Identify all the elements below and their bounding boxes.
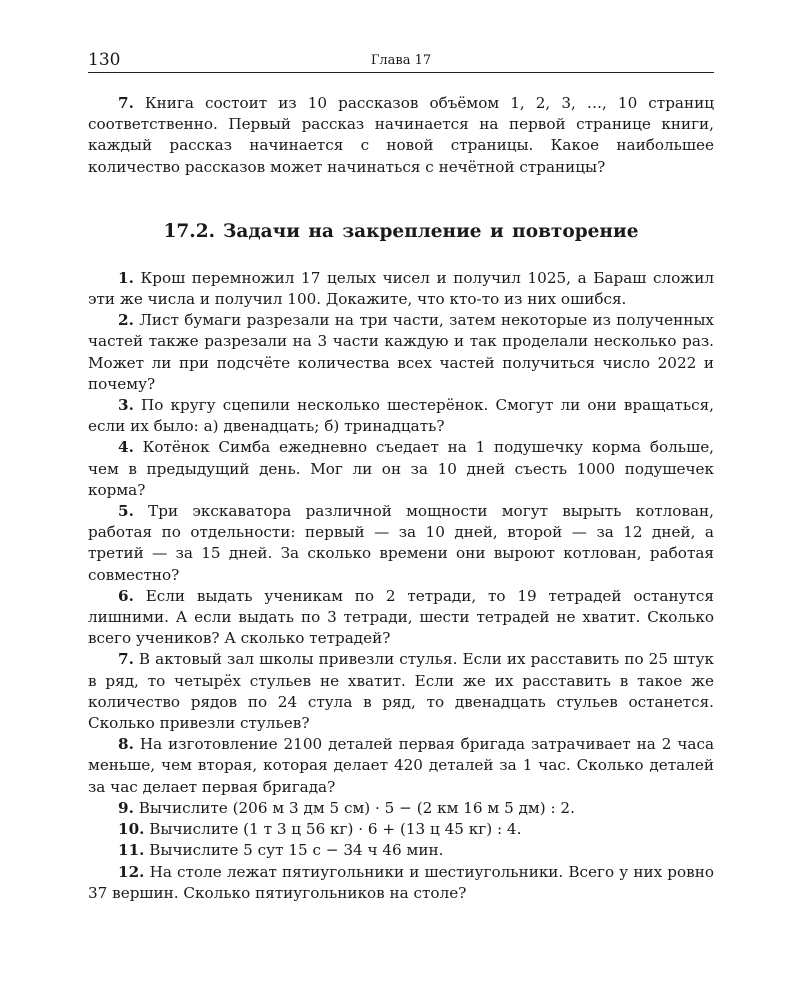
page-number: 130 — [88, 50, 121, 70]
problem-text: Котёнок Симба ежедневно съедает на 1 подушечку корма больше, чем в предыдущий день. Мог ли он за 10 дней съесть 1000 подушечек корма? — [88, 438, 715, 499]
problem-text: Лист бумаги разрезали на три части, затем некоторые из полученных частей также разрезали на 3 части каждую и так проделали несколько раз. Может ли при подсчёте количества всех частей получиться число 2022 и почему? — [88, 311, 714, 393]
chapter-title: Глава 17 — [370, 53, 432, 68]
problem-item — [88, 649, 714, 734]
problem-text: В актовый зал школы привезли стулья. Если их расставить по 25 штук в ряд, то четырёх стульев не хватит. Если же их расставить в такое же количество рядов по 24 стула в ряд, то двенадцать стульев останется. Сколько привезли стульев? — [88, 650, 714, 733]
problem-text: Три экскаватора различной мощности могут вырыть котлован, работая по отдельности: первый — за 10 дней, второй — за 12 дней, а третий — за 15 дней. За сколько времени они выроют котлован, работая совместно? — [88, 502, 715, 584]
problem-number: 4. — [118, 438, 134, 457]
problem-number: 2. — [118, 311, 134, 330]
problem-text: На изготовление 2100 деталей первая бригада затрачивает на 2 часа меньше, чем вторая, которая делает 420 деталей за 1 час. Сколько деталей за час делает первая бригада? — [88, 735, 715, 796]
problem-item — [88, 734, 714, 798]
problem-number: 11. — [118, 841, 145, 860]
problem-text: По кругу сцепили несколько шестерёнок. Смогут ли они вращаться, если их было: а) двенадцать; б) тринадцать? — [88, 396, 714, 436]
book-page — [88, 48, 714, 904]
problem-item — [88, 798, 714, 819]
section-title: Задачи на закрепление и повторение — [223, 220, 639, 242]
problem-number: 7. — [118, 650, 134, 669]
problem-item — [88, 501, 714, 586]
running-header — [88, 48, 714, 73]
problem-item — [88, 862, 714, 904]
problem-text: Вычислите 5 сут 15 с − 34 ч 46 мин. — [149, 841, 444, 860]
problem-text: На столе лежат пятиугольники и шестиугольники. Всего у них ровно 37 вершин. Сколько пятиугольников на столе? — [88, 862, 714, 902]
problem-number: 10. — [118, 820, 145, 839]
problem-number: 7. — [118, 94, 134, 112]
section-heading — [88, 221, 714, 242]
problem-text: Вычислите (1 т 3 ц 56 кг) · 6 + (13 ц 45 кг) : 4. — [149, 820, 522, 839]
problem-item — [88, 268, 714, 310]
problem-number: 5. — [118, 502, 134, 521]
problem-number: 8. — [118, 735, 134, 754]
problem-number: 9. — [118, 798, 134, 817]
problem-item — [88, 586, 714, 650]
problem-item — [88, 310, 714, 395]
problem-number: 3. — [118, 396, 134, 415]
problem-text: Если выдать ученикам по 2 тетради, то 19 тетрадей останутся лишними. А если выдать по 3 тетради, шести тетрадей не хватит. Сколько всего учеников? А сколько тетрадей? — [88, 586, 715, 648]
problem-item — [88, 840, 714, 861]
problem-item — [88, 819, 714, 840]
problem-number: 1. — [118, 268, 134, 287]
intro-problem — [88, 93, 714, 178]
problem-item — [88, 437, 714, 501]
problem-text: Книга состоит из 10 рассказов объёмом 1, 2, 3, …, 10 страниц соответственно. Первый рассказ начинается на первой странице книги, каждый рассказ начинается с новой страницы. Какое наибольшее количество рассказов может начинаться с нечётной страницы? — [88, 94, 715, 176]
problem-text: Вычислите (206 м 3 дм 5 см) · 5 − (2 км 16 м 5 дм) : 2. — [138, 798, 575, 817]
problem-list — [88, 268, 714, 904]
problem-number: 12. — [118, 862, 145, 881]
problem-item — [88, 395, 714, 437]
problem-text: Крош перемножил 17 целых чисел и получил 1025, а Бараш сложил эти же числа и получил 100. Докажите, что кто-то из них ошибся. — [88, 268, 715, 309]
problem-number: 6. — [118, 586, 134, 605]
section-number: 17.2. — [163, 220, 216, 242]
